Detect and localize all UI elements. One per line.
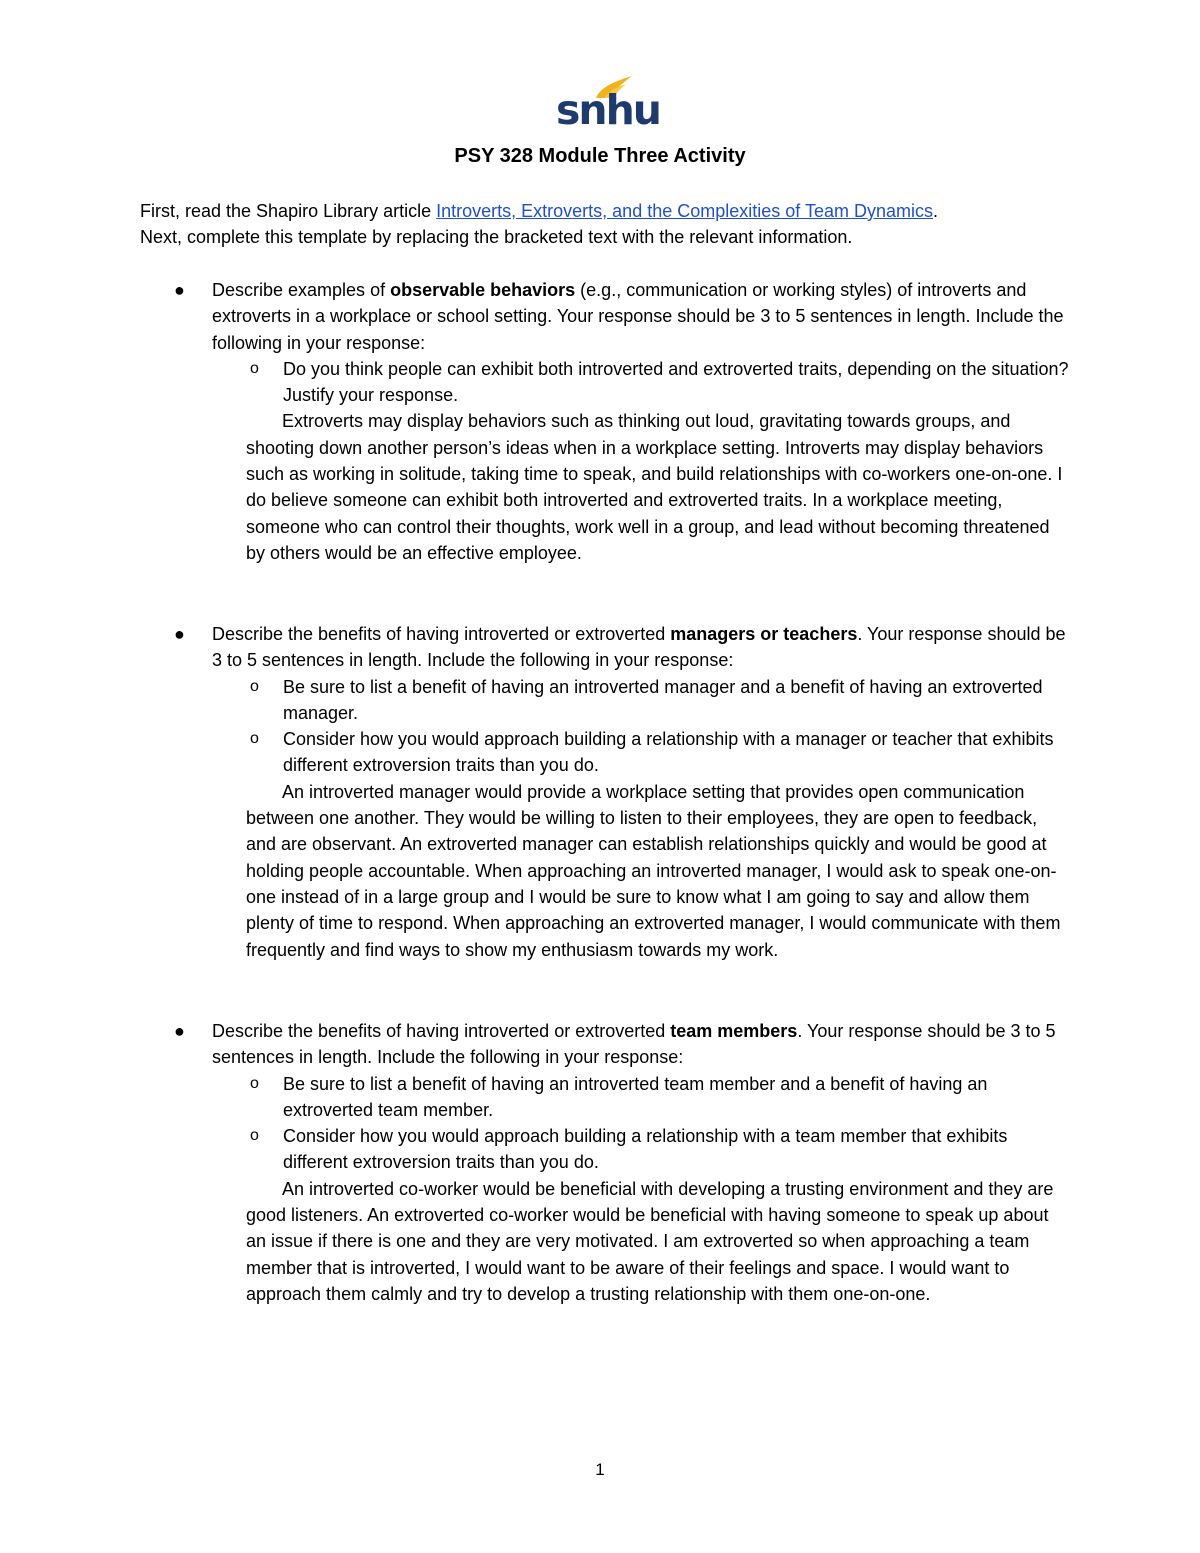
page-title: PSY 328 Module Three Activity [454,145,746,167]
article-link[interactable]: Introverts, Extroverts, and the Complexities of Team Dynamics [436,201,933,221]
sub-bullet-icon: o [250,730,259,748]
prompt-text: (e.g., communication or working styles) of introverts and extroverts in a workplace or school setting. Your response should be 3 to 5 sentences in length. Include the following in your response: [212,280,1064,353]
intro-punct: . [932,201,938,221]
prompt-text: . Your response should be 3 to 5 sentences in length. Include the following in your response: [212,1021,1056,1068]
sub-bullet-icon: o [250,359,259,377]
intro-line-2: Next, complete this template by replacing the bracketed text with the relevant information. [140,227,853,248]
sub-item-text: Consider how you would approach building a relationship with a team member that exhibits different extroversion traits than you do. [283,1126,1008,1173]
sub-list [212,356,1072,409]
sub-item [212,726,1072,779]
section-prompt [212,621,1072,674]
sub-list [212,1071,1072,1176]
logo-wordmark: snhu [556,86,660,134]
prompt-bold: team members [670,1021,798,1041]
prompt-text: Describe the benefits of having introverted or extroverted [212,1021,671,1041]
bullet-icon: ● [174,280,185,300]
intro-text: First, read the Shapiro Library article [140,201,437,221]
bullet-icon: ● [174,624,185,644]
snhu-logo [556,74,660,134]
page-number: 1 [595,1460,605,1479]
student-answer: Extroverts may display behaviors such as thinking out loud, gravitating towards groups, and shooting down another person’s ideas when in a workplace setting. Introverts may display behaviors such as working in solitude, taking time to speak, and build relationships with co-workers one-on-one. I do believe someone can exhibit both introverted and extroverted traits. In a workplace meeting, someone who can control their thoughts, work well in a group, and lead without becoming threatened by others would be an effective employee. [246,411,1063,563]
sub-item [212,674,1072,727]
sub-item-text: Be sure to list a benefit of having an introverted manager and a benefit of having an extroverted manager. [283,676,1043,723]
sub-item [212,1071,1072,1124]
sub-list [212,674,1072,779]
student-answer: An introverted co-worker would be beneficial with developing a trusting environment and they are good listeners. An extroverted co-worker would be beneficial with having someone to speak up about an issue if there is one and they are very motivated. I am extroverted so when approaching a team member that is introverted, I would want to be aware of their feelings and space. I would want to approach them calmly and try to develop a trusting relationship with them one-on-one. [246,1178,1054,1304]
sub-item-text: Do you think people can exhibit both introverted and extroverted traits, depending on the situation? Justify your response. [283,358,1069,406]
prompt-bold: observable behaviors [390,280,576,300]
sub-item [212,356,1072,409]
intro-paragraph [140,198,1080,251]
section-prompt [212,1018,1072,1071]
bullet-icon: ● [174,1021,185,1041]
prompt-text: Describe examples of [212,280,391,300]
prompt-bold: managers or teachers [670,624,858,644]
section-managers-teachers [174,621,1072,963]
section-observable-behaviors [174,277,1072,566]
prompt-text: . Your response should be 3 to 5 sentences in length. Include the following in your response: [212,624,1066,671]
sub-item-text: Consider how you would approach building a relationship with a manager or teacher that exhibits different extroversion traits than you do. [283,729,1054,776]
sub-bullet-icon: o [250,677,259,695]
section-team-members [174,1018,1072,1307]
section-prompt [212,277,1072,356]
sub-bullet-icon: o [250,1074,259,1092]
student-answer: An introverted manager would provide a workplace setting that provides open communication between one another. They would be willing to listen to their employees, they are open to feedback, and are observant. An extroverted manager can establish relationships quickly and would be good at holding people accountable. When approaching an introverted manager, I would ask to speak one-on-one instead of in a large group and I would be sure to know what I am going to say and allow them plenty of time to respond. When approaching an extroverted manager, I would communicate with them frequently and find ways to show my enthusiasm towards my work. [246,781,1061,960]
prompt-text: Describe the benefits of having introverted or extroverted [212,624,671,644]
sub-bullet-icon: o [250,1127,259,1145]
sub-item [212,1123,1072,1176]
sub-item-text: Be sure to list a benefit of having an introverted team member and a benefit of having an extroverted team member. [283,1073,988,1120]
intro-line-1 [140,198,1080,224]
